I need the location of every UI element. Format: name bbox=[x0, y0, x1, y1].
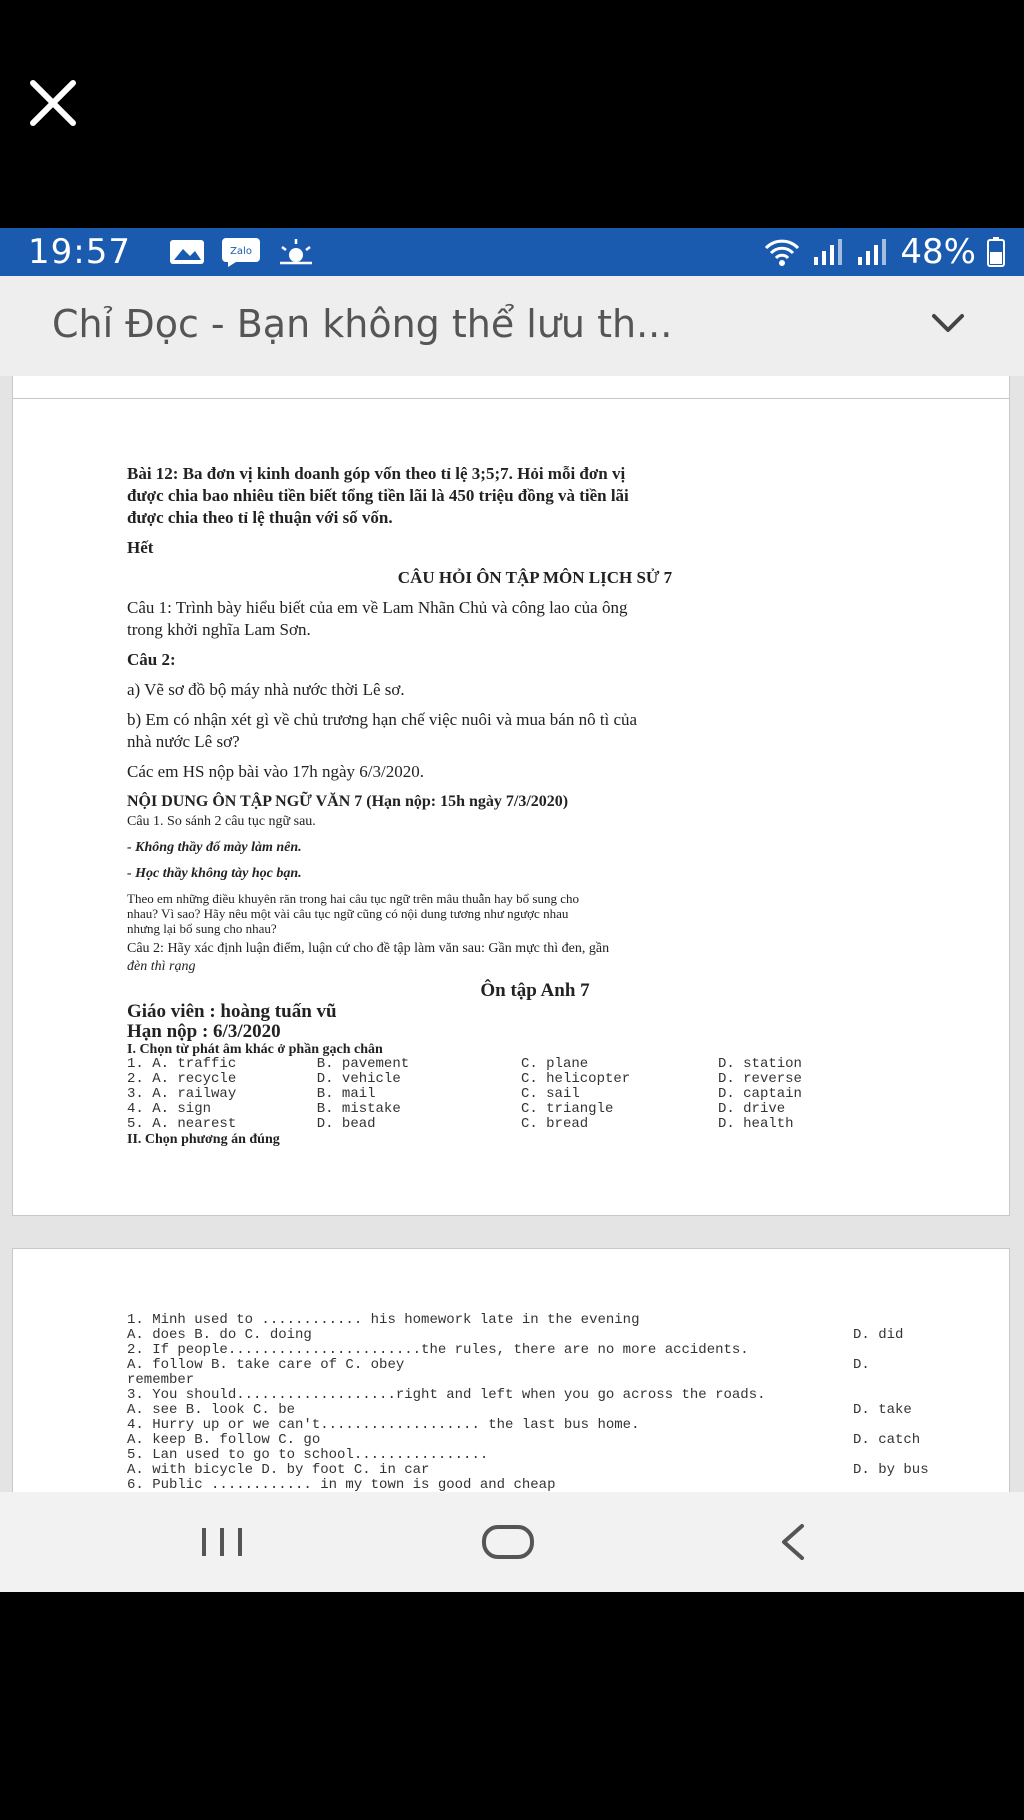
question-line bbox=[127, 1313, 943, 1328]
text-line: Câu 2: bbox=[127, 650, 176, 669]
question-text: 3. You should...................right and left when you go across the roads. bbox=[127, 1387, 766, 1403]
title-bar bbox=[0, 276, 1024, 376]
page-content bbox=[127, 463, 943, 1148]
question-text: 1. Minh used to ............ his homework late in the evening bbox=[127, 1312, 640, 1328]
screen-border bbox=[0, 1592, 1024, 1820]
text-line: - Không thầy đố mày làm nên. bbox=[127, 840, 302, 855]
question-text: 6. Public ............ in my town is good and cheap bbox=[127, 1477, 556, 1492]
option: D. vehicle bbox=[316, 1071, 401, 1087]
text-line: được chia bao nhiêu tiền biết tổng tiền lãi là 450 triệu đồng và tiền lãi bbox=[127, 486, 629, 505]
due-date-line: Hạn nộp : 6/3/2020 bbox=[127, 1021, 281, 1042]
option-d: D. bbox=[853, 1357, 870, 1373]
option-d: D. take bbox=[853, 1402, 912, 1418]
status-time: 19:57 bbox=[28, 232, 131, 272]
weather-icon bbox=[276, 237, 316, 267]
question-text: A. does B. do C. doing bbox=[127, 1327, 312, 1343]
question-text: 4. Hurry up or we can't................... the last bus home. bbox=[127, 1417, 640, 1433]
text-line: nhau? Vì sao? Hãy nêu một vài câu tục ngữ cũng có nội dung tương như ngược nhau bbox=[127, 906, 569, 921]
question-line bbox=[127, 1478, 943, 1492]
question-line bbox=[127, 1343, 943, 1358]
option: D. health bbox=[717, 1116, 794, 1132]
option: C. bread bbox=[520, 1116, 589, 1132]
option-d: D. did bbox=[853, 1327, 904, 1343]
option-d bbox=[853, 1373, 943, 1388]
option: D. station bbox=[717, 1056, 802, 1072]
question-line bbox=[127, 1463, 943, 1478]
option-d bbox=[853, 1418, 943, 1433]
answer-row bbox=[127, 1117, 943, 1132]
question-text: A. see B. look C. be bbox=[127, 1402, 296, 1418]
option: C. triangle bbox=[520, 1101, 614, 1117]
text-line: nhà nước Lê sơ? bbox=[127, 732, 240, 751]
text-line: được chia theo tỉ lệ thuận với số vốn. bbox=[127, 508, 393, 527]
recent-apps-button[interactable] bbox=[192, 1522, 252, 1562]
option: B. mail bbox=[316, 1086, 376, 1102]
option-d: D. by bus bbox=[853, 1462, 929, 1478]
text-line: Hết bbox=[127, 538, 154, 557]
question-text: A. with bicycle D. by foot C. in car bbox=[127, 1462, 430, 1478]
text-line: Bài 12: Ba đơn vị kinh doanh góp vốn theo tỉ lệ 3;5;7. Hỏi mỗi đơn vị bbox=[127, 464, 626, 483]
option: 5. A. nearest bbox=[127, 1116, 237, 1132]
option-d bbox=[853, 1448, 943, 1463]
document-viewer[interactable] bbox=[0, 376, 1024, 1492]
battery-icon bbox=[986, 236, 1006, 268]
signal-icon bbox=[856, 237, 890, 267]
option: C. plane bbox=[520, 1056, 589, 1072]
svg-text:Zalo: Zalo bbox=[230, 246, 252, 257]
question-line bbox=[127, 1433, 943, 1448]
text-line: Câu 1: Trình bày hiểu biết của em về Lam Nhãn Chủ và công lao của ông bbox=[127, 598, 628, 617]
question-text: 2. If people.......................the rules, there are no more accidents. bbox=[127, 1342, 749, 1358]
back-button[interactable] bbox=[764, 1522, 824, 1562]
answer-row bbox=[127, 1072, 943, 1087]
text-line: đèn thì rạng bbox=[127, 959, 196, 974]
option: D. drive bbox=[717, 1101, 786, 1117]
option-d bbox=[853, 1313, 943, 1328]
chevron-down-icon[interactable] bbox=[928, 308, 968, 338]
option: C. sail bbox=[520, 1086, 580, 1102]
text-line: trong khởi nghĩa Lam Sơn. bbox=[127, 620, 311, 639]
option: B. pavement bbox=[316, 1056, 410, 1072]
text-line: Theo em những điều khuyên răn trong hai câu tục ngữ trên mâu thuẫn hay bổ sung cho bbox=[127, 891, 580, 906]
answer-row bbox=[127, 1102, 943, 1117]
option: 4. A. sign bbox=[127, 1101, 212, 1117]
option: D. captain bbox=[717, 1086, 802, 1102]
document-title: Chỉ Đọc - Bạn không thể lưu th... bbox=[52, 302, 673, 346]
page-content bbox=[127, 1313, 943, 1492]
text-line: Câu 1. So sánh 2 câu tục ngữ sau. bbox=[127, 814, 316, 829]
question-line bbox=[127, 1358, 943, 1373]
teacher-line: Giáo viên : hoàng tuấn vũ bbox=[127, 1001, 337, 1022]
text-line: I. Chọn từ phát âm khác ở phần gạch chân bbox=[127, 1042, 383, 1057]
option: D. bead bbox=[316, 1116, 376, 1132]
question-text: A. keep B. follow C. go bbox=[127, 1432, 321, 1448]
zalo-icon bbox=[220, 236, 262, 268]
option: 2. A. recycle bbox=[127, 1071, 237, 1087]
wifi-icon bbox=[762, 236, 802, 268]
option: D. reverse bbox=[717, 1071, 802, 1087]
text-line: b) Em có nhận xét gì về chủ trương hạn chế việc nuôi và mua bán nô tì của bbox=[127, 710, 638, 729]
home-button[interactable] bbox=[478, 1522, 538, 1562]
option: 1. A. traffic bbox=[127, 1056, 237, 1072]
question-line bbox=[127, 1448, 943, 1463]
option-d bbox=[853, 1343, 943, 1358]
section-heading: NỘI DUNG ÔN TẬP NGỮ VĂN 7 (Hạn nộp: 15h ngày 7/3/2020) bbox=[127, 793, 569, 810]
question-text: A. follow B. take care of C. obey bbox=[127, 1357, 405, 1373]
option: C. helicopter bbox=[520, 1071, 631, 1087]
text-line: II. Chọn phương án đúng bbox=[127, 1132, 280, 1147]
navigation-bar bbox=[0, 1492, 1024, 1592]
question-text: remember bbox=[127, 1372, 195, 1388]
text-line: - Học thầy không tày học bạn. bbox=[127, 866, 302, 881]
answer-row bbox=[127, 1087, 943, 1102]
option-d bbox=[853, 1388, 943, 1403]
text-line: Các em HS nộp bài vào 17h ngày 6/3/2020. bbox=[127, 762, 424, 781]
close-icon[interactable] bbox=[28, 78, 78, 128]
question-text: 5. Lan used to go to school................ bbox=[127, 1447, 489, 1463]
battery-percent: 48% bbox=[900, 232, 976, 272]
section-heading: CÂU HỎI ÔN TẬP MÔN LỊCH SỬ 7 bbox=[397, 568, 673, 587]
option: 3. A. railway bbox=[127, 1086, 237, 1102]
document-page bbox=[12, 1248, 1010, 1492]
section-heading: Ôn tập Anh 7 bbox=[480, 980, 590, 1001]
text-line: a) Vẽ sơ đồ bộ máy nhà nước thời Lê sơ. bbox=[127, 680, 405, 699]
text-line: Câu 2: Hãy xác định luận điểm, luận cứ cho đề tập làm văn sau: Gần mực thì đen, gần bbox=[127, 941, 610, 956]
text-line: nhưng lại bổ sung cho nhau? bbox=[127, 921, 277, 936]
answer-row bbox=[127, 1057, 943, 1072]
document-page bbox=[12, 398, 1010, 1216]
option-d bbox=[853, 1478, 943, 1492]
signal-icon bbox=[812, 237, 846, 267]
question-line bbox=[127, 1328, 943, 1343]
gallery-icon bbox=[168, 238, 206, 266]
question-line bbox=[127, 1373, 943, 1388]
question-line bbox=[127, 1418, 943, 1433]
question-line bbox=[127, 1403, 943, 1418]
status-bar bbox=[0, 228, 1024, 276]
question-line bbox=[127, 1388, 943, 1403]
option-d: D. catch bbox=[853, 1432, 921, 1448]
option: B. mistake bbox=[316, 1101, 401, 1117]
